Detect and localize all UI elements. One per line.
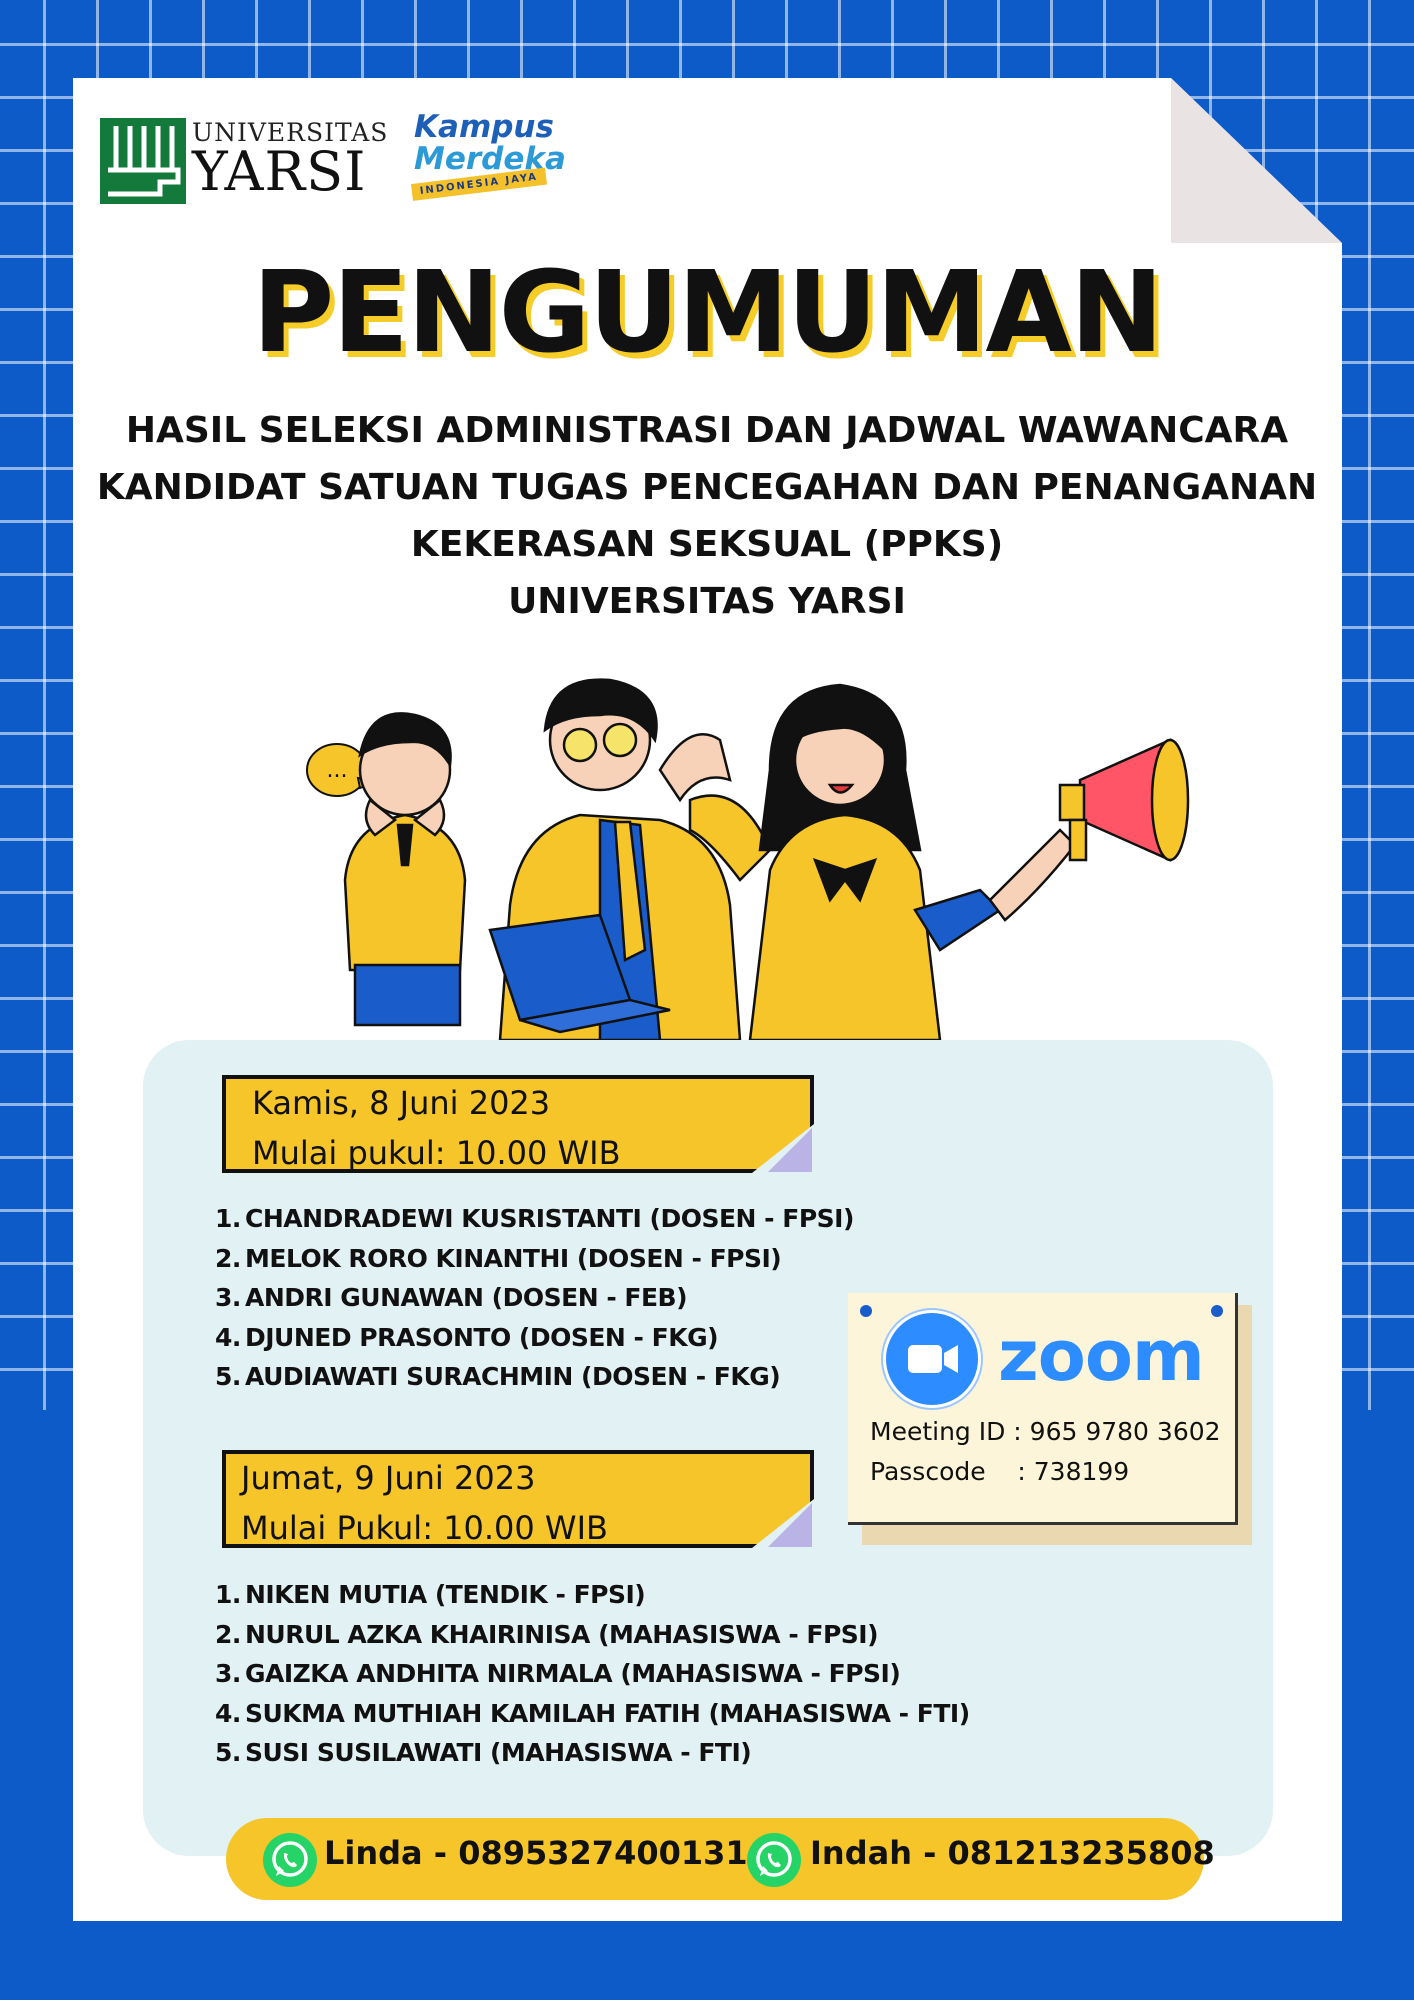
contact-linda: Linda - 0895327400131 <box>324 1834 748 1872</box>
kampus-merdeka-tag: INDONESIA JAYA <box>411 168 547 201</box>
subtitle-line: KANDIDAT SATUAN TUGAS PENCEGAHAN DAN PENANGANAN <box>96 467 1318 508</box>
list-item-name: NIKEN MUTIA (TENDIK - FPSI) <box>245 1580 646 1609</box>
list-item-number: 1. <box>215 1580 241 1609</box>
list-item-number: 5. <box>215 1362 241 1391</box>
list-item-name: ANDRI GUNAWAN (DOSEN - FEB) <box>245 1283 688 1312</box>
schedule-date: Jumat, 9 Juni 2023 <box>241 1459 536 1497</box>
paper-fold-corner <box>1171 78 1342 243</box>
list-item-name: DJUNED PRASONTO (DOSEN - FKG) <box>245 1322 719 1352</box>
zoom-camera-icon <box>886 1313 978 1405</box>
kampus-merdeka-logo <box>412 110 592 210</box>
contact-indah: Indah - 081213235808 <box>810 1834 1215 1872</box>
kampus-merdeka-line2: Merdeka <box>414 141 566 177</box>
subtitle-line: KEKERASAN SEKSUAL (PPKS) <box>410 524 1004 565</box>
whatsapp-icon <box>746 1832 802 1888</box>
pin-icon <box>1211 1305 1223 1317</box>
list-item <box>215 1318 854 1358</box>
zoom-meeting-id: Meeting ID : 965 9780 3602 <box>870 1417 1221 1446</box>
yarsi-logo-top-text: UNIVERSITAS <box>192 118 389 147</box>
yarsi-logo <box>100 114 390 204</box>
list-item-name: CHANDRADEWI KUSRISTANTI (DOSEN - FPSI) <box>245 1204 854 1233</box>
pin-icon <box>860 1305 872 1317</box>
list-item <box>215 1654 970 1694</box>
list-item <box>215 1239 854 1279</box>
schedule-date: Kamis, 8 Juni 2023 <box>252 1084 551 1122</box>
yarsi-logo-name: YARSI <box>192 140 367 203</box>
list-item-name: GAIZKA ANDHITA NIRMALA (MAHASISWA - FPSI) <box>245 1659 901 1688</box>
zoom-brand: zoom <box>998 1315 1204 1397</box>
boy-with-laptop-icon <box>490 680 770 1040</box>
list-item-name: AUDIAWATI SURACHMIN (DOSEN - FKG) <box>245 1362 781 1391</box>
list-item-number: 4. <box>215 1322 241 1352</box>
zoom-card <box>848 1293 1238 1525</box>
contact-bar <box>226 1818 1215 1900</box>
list-item-number: 1. <box>215 1204 241 1233</box>
list-item-number: 2. <box>215 1619 241 1649</box>
list-item <box>215 1575 970 1615</box>
list-item <box>215 1615 970 1655</box>
boy-character-icon <box>345 713 465 1025</box>
list-item-number: 4. <box>215 1698 241 1728</box>
list-item <box>215 1733 970 1773</box>
subtitle <box>0 402 1414 630</box>
list-item-name: MELOK RORO KINANTHI (DOSEN - FPSI) <box>245 1243 782 1273</box>
subtitle-line: UNIVERSITAS YARSI <box>508 581 906 622</box>
list-item <box>215 1199 854 1239</box>
list-item <box>215 1278 854 1318</box>
schedule-time: Mulai Pukul: 10.00 WIB <box>241 1509 608 1547</box>
whatsapp-icon <box>262 1832 318 1888</box>
kampus-merdeka-line1: Kampus <box>414 109 554 145</box>
girl-with-megaphone-icon <box>750 685 1188 1040</box>
people-illustration <box>300 660 1230 1040</box>
subtitle-line: HASIL SELEKSI ADMINISTRASI DAN JADWAL WAWANCARA <box>125 410 1289 451</box>
list-item-number: 2. <box>215 1243 241 1273</box>
schedule-time: Mulai pukul: 10.00 WIB <box>252 1134 621 1172</box>
list-item <box>215 1357 854 1397</box>
speech-bubble-text: ... <box>326 758 348 783</box>
list-item-number: 5. <box>215 1738 241 1767</box>
list-item <box>215 1694 970 1734</box>
candidate-list-day1 <box>215 1199 854 1397</box>
page-title: PENGUMUMAN <box>252 248 1162 378</box>
list-item-name: NURUL AZKA KHAIRINISA (MAHASISWA - FPSI) <box>245 1619 879 1649</box>
list-item-number: 3. <box>215 1659 241 1688</box>
yarsi-logo-mark <box>100 118 186 204</box>
list-item-number: 3. <box>215 1283 241 1312</box>
candidate-list-day2 <box>215 1575 970 1773</box>
zoom-passcode: Passcode : 738199 <box>870 1457 1130 1486</box>
list-item-name: SUSI SUSILAWATI (MAHASISWA - FTI) <box>245 1738 752 1767</box>
list-item-name: SUKMA MUTHIAH KAMILAH FATIH (MAHASISWA - FTI) <box>245 1698 970 1728</box>
